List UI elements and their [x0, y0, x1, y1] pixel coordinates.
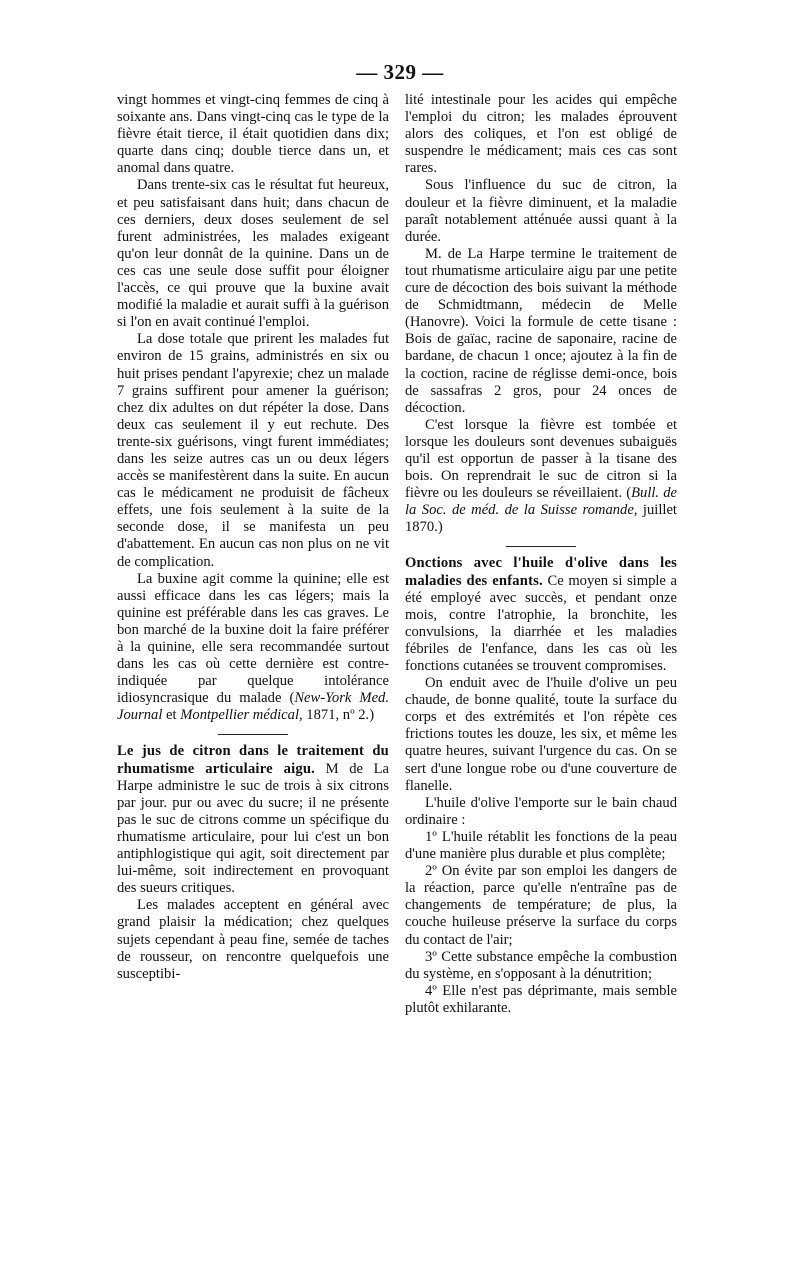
paragraph-text: , 1871, nº 2.): [299, 707, 375, 724]
list-item: 2º On évite par son emploi les dangers de la réaction, parce qu'elle n'entraîne pas de changements de température; de plus, la couche huileuse préserve la surface du corps du contact de l'air;: [405, 863, 677, 948]
paragraph: La dose totale que prirent les malades fut environ de 15 grains, administrés en six ou huit prises pendant l'apyrexie; chez un malade 7 grains suffirent pour amener la guérison; chez dix adultes on dut répéter la dose. Dans deux cas seulement il y eut rechute. Des trente-six guérisons, vingt furent immédiates; dans les seize autres cas un ou deux légers accès se manifestèrent dans la suite. En aucun cas le médicament ne produisit de fâcheux effets, une fois seulement à la suite de la seconde dose, il se manifesta un peu d'abattement. En aucun cas non plus on ne vit de complication.: [117, 331, 389, 570]
paragraph: [117, 571, 389, 725]
paragraph-text: La buxine agit comme la quinine; elle est aussi efficace dans les cas légers; mais la quinine est préférable dans les cas graves. Le bon marché de la buxine doit la faire préférer à la quinine, elle sera recommandée surtout dans les cas où cette dernière est contre-indiquée par quelque intolérance idiosyncrasique du malade (: [117, 570, 389, 707]
paragraph-text: Ce moyen si simple a été employé avec succès, et pendant onze mois, contre l'atrophie, la bronchite, les convulsions, la diarrhée et les maladies fébriles de l'enfance, dans les cas où les fonctions cutanées se trouvent compromises.: [405, 572, 677, 674]
paragraph: Les malades acceptent en général avec grand plaisir la médication; chez quelques sujets cependant à peau fine, semée de taches de rousseur, on rencontre quelquefois une susceptibi-: [117, 897, 389, 982]
paragraph: M. de La Harpe termine le traitement de tout rhumatisme articulaire aigu par une petite cure de décoction des bois suivant la méthode de Schmidtmann, médecin de Melle (Hanovre). Voici la formule de cette tisane : Bois de gaïac, racine de saponaire, racine de bardane, de chacun 1 once; ajoutez à la fin de la coction, racine de réglisse demi-once, bois de sassafras 2 gros, pour 24 onces de décoction.: [405, 245, 677, 416]
paragraph: vingt hommes et vingt-cinq femmes de cinq à soixante ans. Dans vingt-cinq cas le type de la fièvre était tierce, il était quotidien dans dix; quarte dans cinq; double tierce dans un, et anomal dans quatre.: [117, 92, 389, 177]
paragraph: Dans trente-six cas le résultat fut heureux, et peu satisfaisant dans huit; dans chacun de ces derniers, deux doses seulement de sel furent administrées, les malades exigeant qu'on leur donnât de la quinine. Dans un de ces cas une seule dose suffit pour éloigner l'accès, ce qui prouve que la buxine avait modifié la maladie et aurait suffi à la guérison si l'on en avait continué l'emploi.: [117, 177, 389, 331]
section-heading: Le jus de citron dans le traitement du rhumatisme articulaire aigu.: [117, 743, 389, 777]
paragraph: L'huile d'olive l'emporte sur le bain chaud ordinaire :: [405, 794, 677, 828]
list-item: 1º L'huile rétablit les fonctions de la peau d'une manière plus durable et plus complète;: [405, 828, 677, 863]
section-heading: Onctions avec l'huile d'olive dans les maladies des enfants.: [405, 555, 677, 589]
page-number: — 329 —: [356, 60, 444, 84]
source-citation: Bull. de la Soc. de méd. de la Suisse romande: [405, 485, 677, 519]
paragraph-text: M de La Harpe administre le suc de trois à six citrons par jour. pur ou avec du sucre; il ne présente pas le suc de citrons comme un spécifique du rhumatisme articulaire, pour lui c'est un bon antiphlogistique qui agit, soit directement par lui-même, soit indirectement en provoquant des sueurs critiques.: [117, 760, 389, 897]
list-item: 3º Cette substance empêche la combustion du système, en s'opposant à la dénutrition;: [405, 948, 677, 982]
paragraph-text: C'est lorsque la fièvre est tombée et lorsque les douleurs sont devenues subaiguës qu'il est opportun de passer à la tisane des bois. On reprendrait le suc de citron si la fièvre ou les douleurs se réveillaient. (: [405, 416, 677, 502]
paragraph-text: et: [162, 707, 181, 724]
paragraph: On enduit avec de l'huile d'olive un peu chaude, de bonne qualité, toute la surface du corps et des extrémités et l'on répète ces frictions toutes les douze, les six, et même les quatre heures, suivant l'urgence du cas. On se sert d'une longue robe ou d'une couverture de flanelle.: [405, 675, 677, 794]
section-divider: [218, 734, 288, 735]
section-lemon-juice: [117, 743, 389, 897]
left-column: [117, 92, 389, 983]
source-citation: New-York Med. Journal: [117, 690, 389, 724]
paragraph: lité intestinale pour les acides qui empêche l'emploi du citron; les malades éprouvent alors des coliques, et l'on est obligé de suspendre le médicament; mais ces cas sont rares.: [405, 92, 677, 177]
paragraph-text: , juillet 1870.): [405, 502, 677, 536]
right-column: [405, 92, 677, 1017]
section-divider: [506, 546, 576, 547]
list-item: 4º Elle n'est pas déprimante, mais semble plutôt exhilarante.: [405, 982, 677, 1016]
paragraph: [405, 417, 677, 537]
source-citation: Montpellier médical: [180, 707, 299, 724]
section-olive-oil: [405, 555, 677, 675]
paragraph: Sous l'influence du suc de citron, la douleur et la fièvre diminuent, et la maladie paraît notablement atténuée aussi quant à la durée.: [405, 177, 677, 245]
